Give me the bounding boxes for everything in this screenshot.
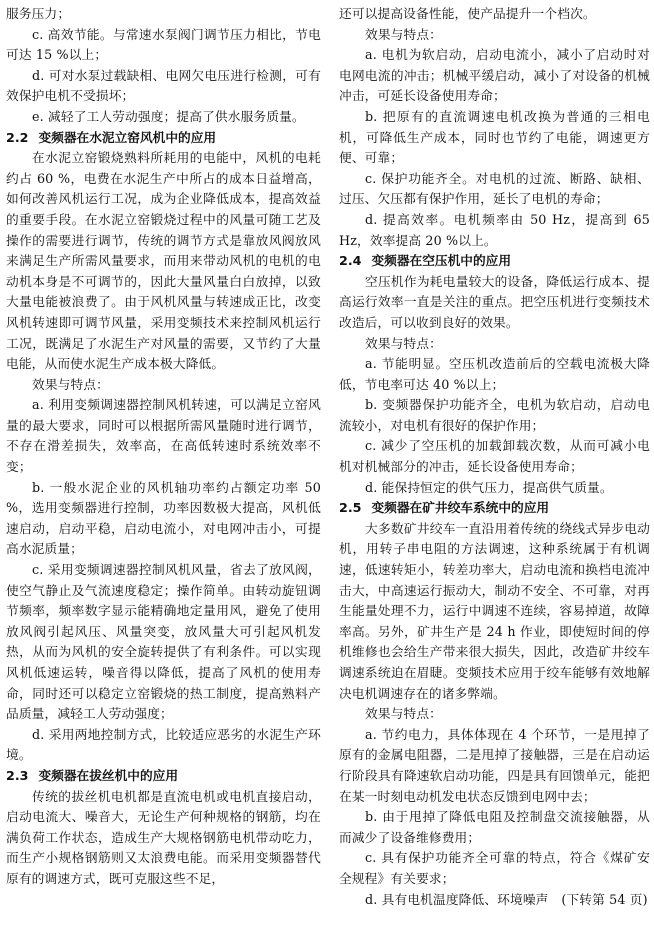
paragraph: 效果与特点： (365, 26, 443, 42)
paragraph: 效果与特点： (32, 376, 110, 392)
section-heading (6, 128, 321, 149)
paragraph: 服务压力； (6, 6, 71, 21)
paragraph: c. 采用变频调速器控制风机风量，省去了放风阀，使空气静止及气流速度稳定；操作简单。由转动旋钮调节频率，频率数字显示能精确地定量用风，避免了使用放风阀引起风压、风量突变，放风量大可引起风机发热，从而为风机的安全旋转提供了有利条件。可以实现风机低速运转，噪音得以降低，提高了风机的使用寿命，同时还可以稳定立窑锻烧的热工制度，提高熟料产品质量，减轻工人劳动强度； (6, 562, 321, 722)
paragraph: b. 变频器保护功能齐全，电机为软启动，启动电流较小，对电机有很好的保护作用； (339, 397, 650, 433)
paragraph: c. 具有保护功能齐全可靠的特点，符合《煤矿安全规程》有关要求； (339, 850, 650, 886)
section-title: 变频器在水泥立窑风机中的应用 (38, 129, 217, 145)
section-number: 2.2 (6, 129, 29, 145)
paragraph: 效果与特点： (365, 335, 443, 351)
section-heading (6, 766, 321, 787)
paragraph: d. 提高效率。电机频率由 50 Hz，提高到 65 Hz，效率提高 20 %以上。 (339, 211, 650, 248)
paragraph: d. 可对水泵过载缺相、电网欠电压进行检测，可有效保护电机不受损坏； (6, 67, 321, 104)
section-heading (339, 251, 650, 272)
paragraph: 传统的拔丝机电机都是直流电机或电机直接启动，启动电流大、噪音大，无论生产何种规格的钢筋，均在满负荷工作状态，造成生产大规格钢筋电机带动吃力，而生产小规格钢筋则又太浪费电能。而采用变频器替代原有的调速方式，既可克服这些不足， (6, 788, 321, 886)
section-number: 2.4 (339, 253, 362, 269)
section-title: 变频器在拔丝机中的应用 (38, 767, 179, 783)
paragraph: d. 具有电机温度降低、环境噪声 (下转第 54 页) (365, 891, 648, 907)
paragraph: a. 节能明显。空压机改造前后的空载电流极大降低，节电率可达 40 %以上； (339, 356, 650, 392)
section-heading (339, 498, 650, 519)
right-column (339, 4, 650, 910)
paragraph: c. 高效节能。与常速水泵阀门调节压力相比，节电可达 15 %以上； (6, 26, 321, 63)
section-number: 2.5 (339, 500, 362, 516)
paragraph: c. 保护功能齐全。对电机的过流、断路、缺相、过压、欠压都有保护作用，延长了电机的寿命； (339, 170, 650, 207)
paragraph: 空压机作为耗电量较大的设备，降低运行成本、提高运行效率一直是关注的重点。把空压机进行变频技术改造后，可以收到良好的效果。 (339, 273, 650, 330)
paragraph: d. 采用两地控制方式，比较适应恶劣的水泥生产环境。 (6, 726, 321, 763)
paragraph: 效果与特点： (365, 706, 443, 722)
left-column (6, 4, 321, 890)
paragraph: b. 把原有的直流调速电机改换为普通的三相电机，可降低生产成本，同时也节约了电能，调速更方便、可靠； (339, 108, 650, 166)
paragraph: 大多数矿井绞车一直沿用着传统的绕线式异步电动机，用转子串电阻的方法调速，这种系统属于有机调速，低速转矩小，转差功率大，启动电流和换档电流冲击大，中高速运行振动大，制动不安全、不可靠，对再生能量处理不力，运行中调速不连续，容易掉道，故障率高。另外，矿井生产是 24 h 作业，即使短时间的停机维修也会给生产带来很大损失，因此，改造矿井绞车调速系统迫在眉睫。变频技术应用于绞车能够有效地解决电机调速存在的诸多弊端。 (339, 520, 650, 701)
paragraph: b. 一般水泥企业的风机轴功率约占额定功率 50 %，选用变频器进行控制，功率因数极大提高，风机低速启动，启动平稳，启动电流小，对电网冲击小，可提高水泥质量； (6, 479, 321, 557)
section-number: 2.3 (6, 767, 29, 783)
paragraph: d. 能保持恒定的供气压力，提高供气质量。 (365, 479, 613, 495)
paragraph: a. 节约电力，具体体现在 4 个环节，一是甩掉了原有的金属电阻器，二是甩掉了接触器，三是在启动运行阶段具有降速软启动功能，四是具有回馈单元，能把在某一时刻电动机发电状态反馈到电网中去； (339, 726, 650, 804)
paragraph: 在水泥立窑锻烧熟料所耗用的电能中，风机的电耗约占 60 %，电费在水泥生产中所占的成本日益增高，如何改善风机运行工况，成为企业降低成本，提高效益的重要手段。在水泥立窑锻烧过程中的风量可随工艺及操作的需要进行调节，传统的调节方式是靠放风阀放风来满足生产所需风量要求，而用来带动风机的电机的电动机本身是不可调节的，因此大量风量白白放掉，以致大量电能被浪费了。由于风机风量与转速成正比，改变风机转速即可调节风量，采用变频技术来控制风机运行工况，既满足了水泥生产对风量的需要，又节约了大量电能，从而使水泥生产成本极大降低。 (6, 150, 321, 372)
section-title: 变频器在矿井绞车系统中的应用 (371, 500, 550, 516)
paragraph: a. 利用变频调速器控制风机转速，可以满足立窑风量的最大要求，同时可以根据所需风量随时进行调节，不存在滑差损失，效率高，在高低转速时系统效率不变； (6, 397, 321, 475)
section-title: 变频器在空压机中的应用 (371, 253, 512, 269)
paragraph: 还可以提高设备性能，使产品提升一个档次。 (339, 6, 596, 21)
paragraph: a. 电机为软启动，启动电流小，减小了启动时对电网电流的冲击；机械平缓启动，减小了对设备的机械冲击，可延长设备使用寿命； (339, 47, 650, 104)
paragraph: c. 减少了空压机的加载卸载次数，从而可减小电机对机械部分的冲击，延长设备使用寿命； (339, 438, 650, 475)
paragraph: e. 减轻了工人劳动强度；提高了供水服务质量。 (32, 108, 305, 124)
paragraph: b. 由于甩掉了降低电阻及控制盘交流接触器，从而减少了设备维修费用； (339, 809, 650, 845)
